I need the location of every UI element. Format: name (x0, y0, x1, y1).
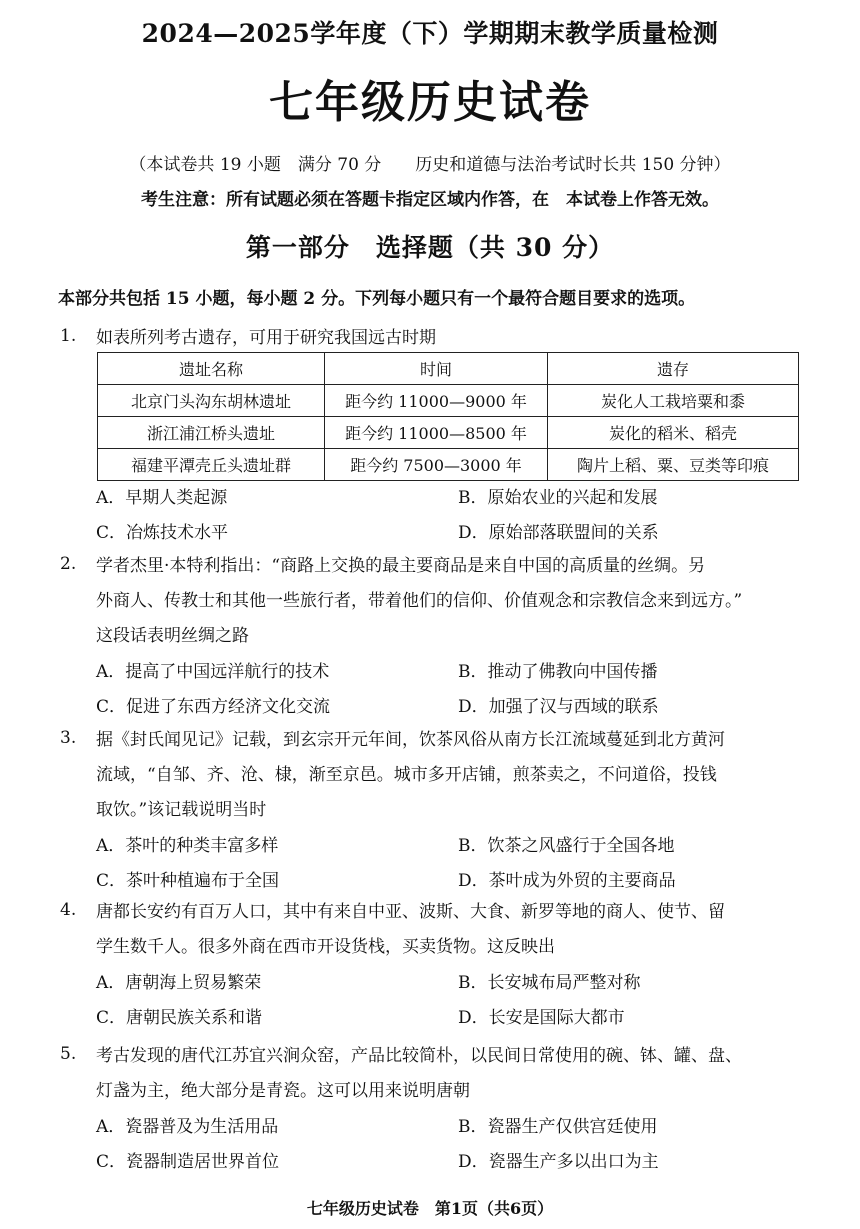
option-a[interactable]: A．瓷器普及为生活用品 (96, 1117, 279, 1137)
question-stem-line: 灯盏为主，绝大部分是青瓷。这可以用来说明唐朝 (96, 1081, 470, 1101)
option-c[interactable]: C．茶叶种植遍布于全国 (96, 871, 280, 891)
option-a[interactable]: A．茶叶的种类丰富多样 (96, 836, 279, 856)
question-stem-line: 据《封氏闻见记》记载，到玄宗开元年间，饮茶风俗从南方长江流域蔓延到北方黄河 (96, 730, 725, 750)
option-b[interactable]: B．瓷器生产仅供宫廷使用 (458, 1117, 658, 1137)
question-number: 5. (60, 1044, 77, 1064)
table-cell: 福建平潭壳丘头遗址群 (98, 449, 325, 481)
option-d[interactable]: D．原始部落联盟间的关系 (458, 523, 659, 543)
question-stem-line: 如表所列考古遗存，可用于研究我国远古时期 (96, 328, 436, 348)
option-c[interactable]: C．冶炼技术水平 (96, 523, 229, 543)
option-b[interactable]: B．饮茶之风盛行于全国各地 (458, 836, 675, 856)
question-stem-line: 取饮。”该记载说明当时 (96, 800, 267, 820)
option-b[interactable]: B．原始农业的兴起和发展 (458, 488, 658, 508)
section-intro: 本部分共包括 15 小题，每小题 2 分。下列每小题只有一个最符合题目要求的选项。 (58, 289, 696, 309)
question-stem-line: 唐都长安约有百万人口，其中有来自中亚、波斯、大食、新罗等地的商人、使节、留 (96, 902, 725, 922)
table-cell: 北京门头沟东胡林遗址 (98, 385, 325, 417)
option-d[interactable]: D．长安是国际大都市 (458, 1008, 625, 1028)
option-a[interactable]: A．提高了中国远洋航行的技术 (96, 662, 330, 682)
section-title: 第一部分 选择题（共 30 分） (245, 233, 615, 262)
table-cell: 炭化的稻米、稻壳 (548, 417, 799, 449)
question-stem-line: 学者杰里·本特利指出：“商路上交换的最主要商品是来自中国的高质量的丝绸。另 (96, 556, 706, 576)
table-row (98, 385, 799, 417)
option-a[interactable]: A．早期人类起源 (96, 488, 228, 508)
question-number: 2. (60, 554, 77, 574)
option-d[interactable]: D．加强了汉与西域的联系 (458, 697, 659, 717)
question-stem-line: 外商人、传教士和其他一些旅行者，带着他们的信仰、价值观念和宗教信念来到远方。” (96, 591, 743, 611)
table-cell: 浙江浦江桥头遗址 (98, 417, 325, 449)
table-cell: 距今约 7500—3000 年 (325, 449, 548, 481)
question-stem-line: 流域，“自邹、齐、沧、棣，渐至京邑。城市多开店铺，煎茶卖之，不问道俗，投钱 (96, 765, 717, 785)
table-row (98, 417, 799, 449)
question-stem-line: 学生数千人。很多外商在西市开设货栈，买卖货物。这反映出 (96, 937, 555, 957)
page-footer: 七年级历史试卷 第1页（共6页） (306, 1199, 554, 1218)
table-cell: 距今约 11000—8500 年 (325, 417, 548, 449)
option-c[interactable]: C．唐朝民族关系和谐 (96, 1008, 263, 1028)
option-a[interactable]: A．唐朝海上贸易繁荣 (96, 973, 262, 993)
exam-title: 2024—2025学年度（下）学期期末教学质量检测 (141, 19, 719, 48)
table-header-cell: 时间 (325, 353, 548, 385)
table-header-cell: 遗址名称 (98, 353, 325, 385)
table-header-cell: 遗存 (548, 353, 799, 385)
question-number: 1. (60, 326, 77, 346)
exam-info: （本试卷共 19 小题 满分 70 分 历史和道德与法治考试时长共 150 分钟） (129, 155, 731, 175)
archaeology-table (97, 352, 799, 481)
exam-notice: 考生注意：所有试题必须在答题卡指定区域内作答，在 本试卷上作答无效。 (141, 190, 719, 210)
table-cell: 距今约 11000—9000 年 (325, 385, 548, 417)
table-cell: 陶片上稻、粟、豆类等印痕 (548, 449, 799, 481)
option-d[interactable]: D．瓷器生产多以出口为主 (458, 1152, 659, 1172)
option-c[interactable]: C．瓷器制造居世界首位 (96, 1152, 280, 1172)
table-row (98, 449, 799, 481)
question-number: 4. (60, 900, 77, 920)
question-stem-line: 这段话表明丝绸之路 (96, 626, 249, 646)
option-c[interactable]: C．促进了东西方经济文化交流 (96, 697, 331, 717)
question-number: 3. (60, 728, 77, 748)
option-d[interactable]: D．茶叶成为外贸的主要商品 (458, 871, 676, 891)
paper-title: 七年级历史试卷 (269, 77, 591, 128)
table-header-row (98, 353, 799, 385)
option-b[interactable]: B．长安城布局严整对称 (458, 973, 641, 993)
table-cell: 炭化人工栽培粟和黍 (548, 385, 799, 417)
question-stem-line: 考古发现的唐代江苏宜兴涧众窑，产品比较简朴，以民间日常使用的碗、钵、罐、盘、 (96, 1046, 742, 1066)
option-b[interactable]: B．推动了佛教向中国传播 (458, 662, 658, 682)
